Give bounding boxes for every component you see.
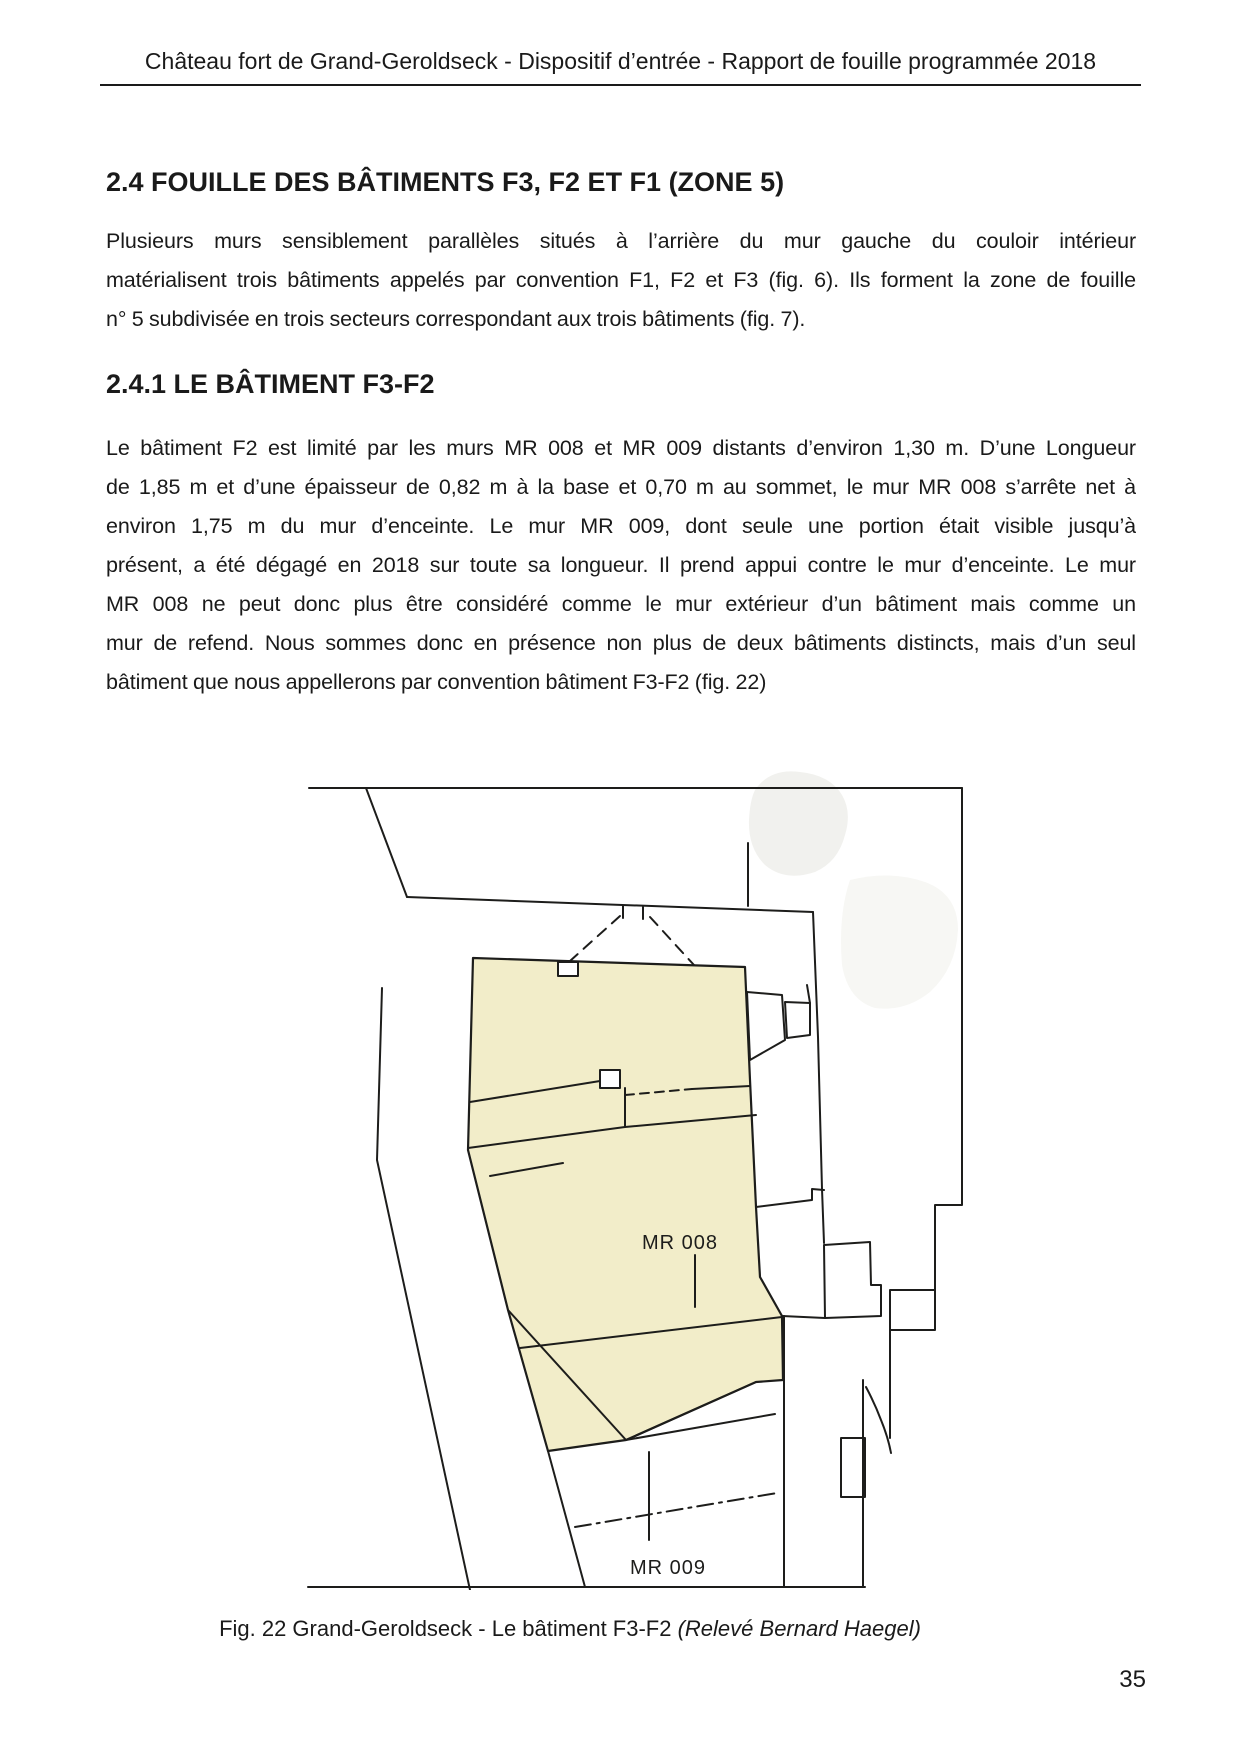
- bottom-right-rect: [841, 1438, 865, 1497]
- mr009-axis-line: [575, 1493, 777, 1527]
- figure-22-plan: [280, 700, 980, 1590]
- mr009-label: MR 009: [629, 1557, 707, 1579]
- plan-drawing-f3f2: [280, 700, 980, 1590]
- header-rule: [100, 84, 1141, 86]
- tower-shape: [824, 1242, 881, 1318]
- enceinte-right-wall: [935, 788, 962, 1290]
- doorway-notch: [558, 962, 578, 976]
- dashed-projection-left: [570, 916, 620, 961]
- section-heading-2-4: 2.4 FOUILLE DES BÂTIMENTS F3, F2 ET F1 (ZONE 5): [106, 167, 785, 197]
- building-f3f2-highlight: [468, 958, 783, 1451]
- tower-connector: [782, 1316, 825, 1318]
- paragraph-line: environ 1,75 m du mur d’enceinte. Le mur MR 009, dont seule une portion était visible jusqu’à: [106, 514, 1136, 538]
- paragraph-line: MR 008 ne peut donc plus être considéré comme le mur extérieur d’un bâtiment mais comme un: [106, 592, 1136, 616]
- page-header-title: Château fort de Grand-Geroldseck - Dispositif d’entrée - Rapport de fouille programmée 2018: [144, 48, 1097, 74]
- paragraph-line: Le bâtiment F2 est limité par les murs MR 008 et MR 009 distants d’environ 1,30 m. D’une Longueur: [106, 436, 1136, 460]
- upper-left-diagonal-wall: [366, 788, 407, 897]
- paragraph-line: présent, a été dégagé en 2018 sur toute sa longueur. Il prend appui contre le mur d’enceinte. Le mur: [106, 553, 1136, 577]
- left-outer-wall: [377, 988, 470, 1590]
- paragraph-line: de 1,85 m et d’une épaisseur de 0,82 m à la base et 0,70 m au sommet, le mur MR 008 s’arrête net à: [106, 475, 1136, 499]
- section-heading-2-4-1: 2.4.1 LE BÂTIMENT F3-F2: [106, 369, 435, 399]
- paragraph-line: matérialisent trois bâtiments appelés par convention F1, F2 et F3 (fig. 6). Ils forment la zone de fouille: [106, 268, 1136, 292]
- right-boundary-wall: [813, 912, 824, 1243]
- paragraph-line: n° 5 subdivisée en trois secteurs correspondant aux trois bâtiments (fig. 7).: [106, 307, 806, 331]
- rock-edge-line: [866, 1387, 891, 1453]
- buttress-tick: [807, 985, 810, 1003]
- paragraph-2: [106, 429, 1136, 702]
- dashed-projection-right: [650, 917, 694, 965]
- buttress-quad-2: [785, 1002, 810, 1038]
- paragraph-line: bâtiment que nous appellerons par convention bâtiment F3-F2 (fig. 22): [106, 670, 767, 694]
- paragraph-line: mur de refend. Nous sommes donc en présence non plus de deux bâtiments distincts, mais d’un seul: [106, 631, 1136, 655]
- buttress-quad-1: [747, 992, 785, 1060]
- right-buttress-rect: [890, 1290, 935, 1330]
- inner-courtyard-wall: [407, 897, 813, 912]
- figure-caption-text: Fig. 22 Grand-Geroldseck - Le bâtiment F3-F2: [219, 1616, 678, 1641]
- mr008-wall-notch: [600, 1070, 620, 1088]
- left-inner-wall-extension: [548, 1451, 585, 1587]
- paragraph-1: [106, 222, 1136, 339]
- right-boundary-step: [756, 1189, 824, 1207]
- paragraph-line: Plusieurs murs sensiblement parallèles situés à l’arrière du mur gauche du couloir intérieur: [106, 229, 1136, 253]
- page-number: 35: [1119, 1666, 1146, 1693]
- mr008-label: MR 008: [641, 1232, 719, 1254]
- figure-caption-credit: (Relevé Bernard Haegel): [677, 1616, 921, 1641]
- rock-shade-right: [841, 875, 958, 1008]
- figure-caption: [190, 1616, 950, 1642]
